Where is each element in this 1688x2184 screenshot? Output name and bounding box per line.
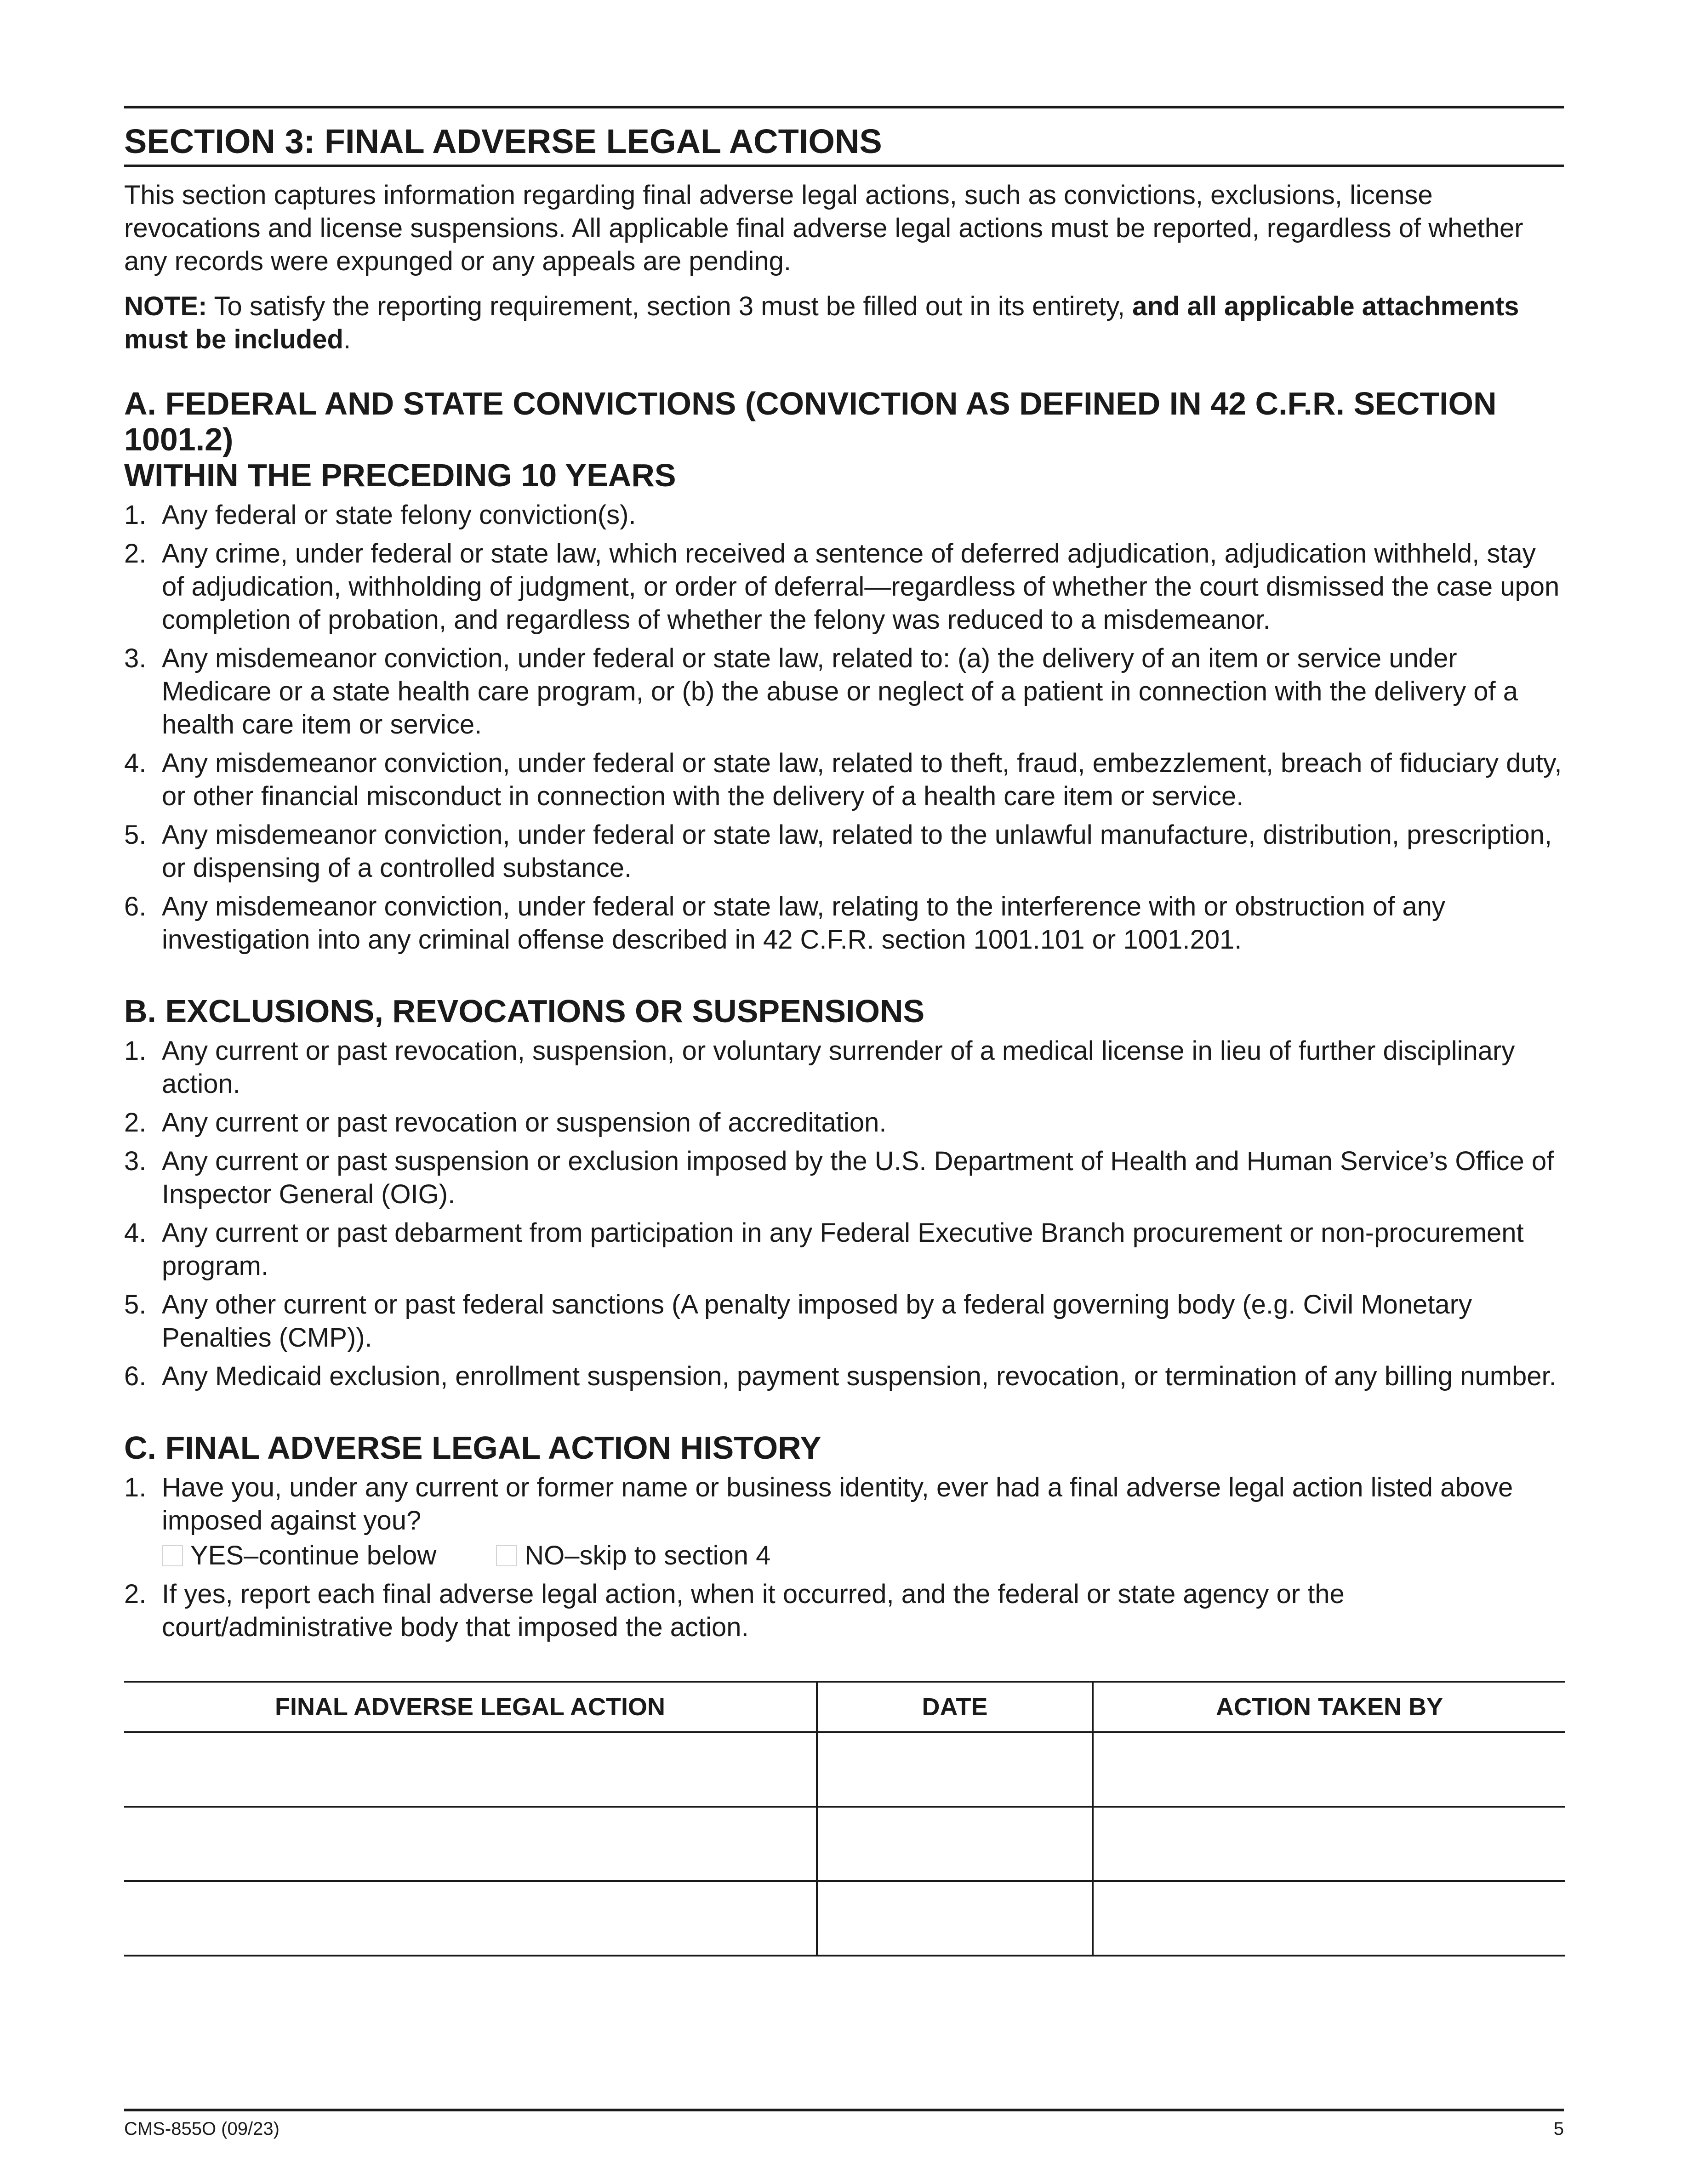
- item-number: 1.: [124, 1036, 147, 1066]
- list-item: [124, 642, 1564, 741]
- item-number: 4.: [124, 748, 147, 778]
- action-field[interactable]: [124, 1733, 816, 1806]
- list-item: [124, 890, 1564, 956]
- list-item: [124, 1106, 1564, 1139]
- table-row: [124, 1807, 1565, 1881]
- header-date: DATE: [817, 1682, 1093, 1732]
- header-final-adverse-legal-action: FINAL ADVERSE LEGAL ACTION: [124, 1682, 817, 1732]
- section-note: [124, 290, 1564, 356]
- table-header-row: [124, 1682, 1565, 1732]
- subsection-c: [124, 1430, 1564, 1644]
- list-item: [124, 1145, 1564, 1211]
- subsection-c-title: C. FINAL ADVERSE LEGAL ACTION HISTORY: [124, 1430, 821, 1466]
- action-field[interactable]: [124, 1808, 816, 1880]
- subsection-b: [124, 993, 1564, 1393]
- item-number: 2.: [124, 1108, 147, 1138]
- note-bold-text: and all applicable attachments must be included: [124, 291, 1519, 354]
- item-text: Any Medicaid exclusion, enrollment suspension, payment suspension, revocation, or termination of any billing number.: [162, 1361, 1557, 1391]
- subsection-a-title: [124, 386, 1564, 493]
- note-end: .: [343, 324, 351, 354]
- no-label: NO–skip to section 4: [525, 1541, 771, 1570]
- list-item: [124, 819, 1564, 885]
- item-number: 1.: [124, 500, 147, 530]
- date-field[interactable]: [818, 1808, 1092, 1880]
- item-text: Any current or past revocation or suspension of accreditation.: [162, 1108, 887, 1138]
- section-intro: This section captures information regarding final adverse legal actions, such as convictions, exclusions, license revocations and license suspensions. All applicable final adverse legal actions must be reported, regardless of whether any records were expunged or any appeals are pending.: [124, 180, 1523, 276]
- subsection-b-title: B. EXCLUSIONS, REVOCATIONS OR SUSPENSIONS: [124, 993, 925, 1029]
- list-item: [124, 1035, 1564, 1101]
- date-field[interactable]: [818, 1733, 1092, 1806]
- note-text: To satisfy the reporting requirement, section 3 must be filled out in its entirety,: [207, 291, 1133, 321]
- item-text: Any misdemeanor conviction, under federal or state law, relating to the interference with or obstruction of any investigation into any criminal offense described in 42 C.F.R. section 1001.101 or 1001.201.: [162, 892, 1445, 955]
- subsection-b-list: [124, 1035, 1564, 1393]
- yes-label: YES–continue below: [190, 1541, 437, 1570]
- item-text: Any current or past suspension or exclusion imposed by the U.S. Department of Health and Human Service’s Office of Inspector General (OIG).: [162, 1146, 1554, 1209]
- item-text: Any misdemeanor conviction, under federal or state law, related to the unlawful manufacture, distribution, prescription, or dispensing of a controlled substance.: [162, 820, 1552, 883]
- yes-option[interactable]: [162, 1539, 436, 1572]
- date-cell: [817, 1881, 1093, 1956]
- yes-no-choice: [124, 1539, 1564, 1572]
- item-number: 3.: [124, 1146, 147, 1176]
- section-title: SECTION 3: FINAL ADVERSE LEGAL ACTIONS: [124, 108, 1564, 167]
- subsection-a-title-line1: A. FEDERAL AND STATE CONVICTIONS (CONVICTION AS DEFINED IN 42 C.F.R. SECTION 1001.2): [124, 386, 1497, 457]
- date-cell: [817, 1807, 1093, 1881]
- date-cell: [817, 1732, 1093, 1807]
- list-item: [124, 537, 1564, 637]
- table-row: [124, 1881, 1565, 1956]
- item-number: 4.: [124, 1218, 147, 1248]
- item-text: Any federal or state felony conviction(s).: [162, 500, 636, 530]
- subsection-c-list-2: [124, 1578, 1564, 1644]
- item-text: Any other current or past federal sanctions (A penalty imposed by a federal governing body (e.g. Civil Monetary Penalties (CMP)).: [162, 1290, 1472, 1353]
- item-number: 6.: [124, 1361, 147, 1391]
- page-number: 5: [1553, 2119, 1564, 2139]
- form-id: CMS-855O (09/23): [124, 2119, 279, 2139]
- taken-by-cell: [1093, 1732, 1565, 1807]
- question-1-text: Have you, under any current or former name or business identity, ever had a final adverse legal action listed above imposed against you?: [162, 1473, 1513, 1536]
- item-number: 1.: [124, 1473, 147, 1502]
- list-item: [124, 1288, 1564, 1354]
- page-content: [124, 106, 1564, 1956]
- action-cell: [124, 1732, 817, 1807]
- item-number: 3.: [124, 643, 147, 673]
- item-text: Any current or past revocation, suspension, or voluntary surrender of a medical license in lieu of further disciplinary action.: [162, 1036, 1515, 1099]
- item-text: Any crime, under federal or state law, which received a sentence of deferred adjudication, adjudication withheld, stay of adjudication, withholding of judgment, or order of deferral—regardless of whether the court dismissed the case upon completion of probation, and regardless of whether the felony was reduced to a misdemeanor.: [162, 539, 1560, 635]
- adverse-action-table: [124, 1681, 1565, 1956]
- item-text: Any misdemeanor conviction, under federal or state law, related to theft, fraud, embezzlement, breach of fiduciary duty, or other financial misconduct in connection with the delivery of a health care item or service.: [162, 748, 1562, 811]
- taken-by-field[interactable]: [1094, 1733, 1565, 1806]
- taken-by-field[interactable]: [1094, 1808, 1565, 1880]
- question-2: [124, 1578, 1564, 1644]
- item-text: Any current or past debarment from participation in any Federal Executive Branch procurement or non-procurement program.: [162, 1218, 1524, 1281]
- item-number: 6.: [124, 892, 147, 921]
- question-2-text: If yes, report each final adverse legal action, when it occurred, and the federal or state agency or the court/administrative body that imposed the action.: [162, 1579, 1345, 1642]
- item-number: 5.: [124, 1290, 147, 1320]
- list-item: [124, 499, 1564, 532]
- subsection-c-list: [124, 1471, 1564, 1537]
- list-item: [124, 1217, 1564, 1283]
- item-text: Any misdemeanor conviction, under federal or state law, related to: (a) the delivery of an item or service under Medicare or a state health care program, or (b) the abuse or neglect of a patient in connection with the delivery of a health care item or service.: [162, 643, 1518, 739]
- date-field[interactable]: [818, 1882, 1092, 1955]
- no-checkbox[interactable]: [496, 1545, 517, 1566]
- question-1: [124, 1471, 1564, 1537]
- item-number: 2.: [124, 539, 147, 569]
- subsection-a: [124, 386, 1564, 956]
- table-row: [124, 1732, 1565, 1807]
- taken-by-cell: [1093, 1807, 1565, 1881]
- no-option[interactable]: [496, 1539, 770, 1572]
- yes-checkbox[interactable]: [162, 1545, 183, 1566]
- item-number: 2.: [124, 1579, 147, 1609]
- action-cell: [124, 1807, 817, 1881]
- list-item: [124, 1360, 1564, 1393]
- taken-by-cell: [1093, 1881, 1565, 1956]
- action-cell: [124, 1881, 817, 1956]
- taken-by-field[interactable]: [1094, 1882, 1565, 1955]
- page-footer: [124, 2109, 1564, 2139]
- item-number: 5.: [124, 820, 147, 850]
- action-field[interactable]: [124, 1882, 816, 1955]
- subsection-a-list: [124, 499, 1564, 956]
- subsection-a-title-line2: WITHIN THE PRECEDING 10 YEARS: [124, 457, 676, 493]
- note-label: NOTE:: [124, 291, 207, 321]
- header-action-taken-by: ACTION TAKEN BY: [1093, 1682, 1565, 1732]
- list-item: [124, 747, 1564, 813]
